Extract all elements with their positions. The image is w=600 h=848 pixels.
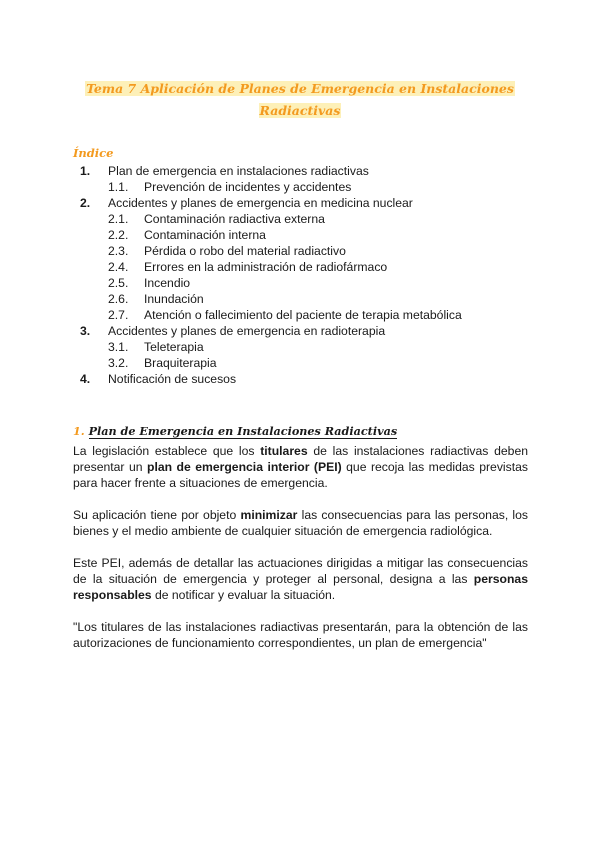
toc-item-number: 2. [80,196,91,210]
toc-item-number: 1.1. [108,180,129,194]
toc-item-number: 2.2. [108,228,129,242]
section-title: Plan de Emergencia en Instalaciones Radiactivas [88,424,398,438]
paragraph-objective [73,507,528,539]
bold-term: plan de emergencia interior (PEI) [147,460,342,474]
toc-item-text: Accidentes y planes de emergencia en medicina nuclear [108,196,413,210]
toc-item-number: 3. [80,324,91,338]
toc-item-text: Pérdida o robo del material radiactivo [144,244,346,258]
paragraph-quote: "Los titulares de las instalaciones radiactivas presentarán, para la obtención de las autorizaciones de funcionamiento correspondientes, un plan de emergencia" [73,620,528,650]
toc-item-number: 3.2. [108,356,129,370]
toc-item-number: 2.3. [108,244,129,258]
document-title [78,78,522,122]
toc-item-text: Braquiterapia [144,356,217,370]
text-run: La legislación establece que los [73,444,261,458]
toc-item-text: Atención o fallecimiento del paciente de terapia metabólica [144,308,462,322]
paragraph-legislation [73,443,528,491]
toc-item-number: 2.5. [108,276,129,290]
toc-item-text: Accidentes y planes de emergencia en radioterapia [108,324,386,338]
text-run: de notificar y evaluar la situación. [151,588,336,602]
toc-item-text: Errores en la administración de radiofármaco [144,260,388,274]
bold-term: personas responsables [73,572,528,602]
toc-item-text: Teleterapia [144,340,204,354]
title-line-2: Radiactivas [259,103,341,118]
section-number: 1. [73,424,85,438]
toc-item-number: 1. [80,164,91,178]
section-heading [73,424,397,438]
paragraph-pei [73,555,528,603]
toc-item-text: Contaminación radiactiva externa [144,212,325,226]
index-heading: Índice [73,146,114,160]
toc-item-number: 4. [80,372,91,386]
toc-item-number: 2.4. [108,260,129,274]
toc-item-text: Plan de emergencia en instalaciones radiactivas [108,164,369,178]
title-line-1: Tema 7 Aplicación de Planes de Emergencia en Instalaciones [86,81,514,96]
bold-term: titulares [260,444,308,458]
text-run: Su aplicación tiene por objeto [73,508,241,522]
toc-item-text: Contaminación interna [144,228,266,242]
text-run: de las instalaciones radiactivas deben presentar un [73,444,529,474]
toc-item-number: 3.1. [108,340,129,354]
toc-item-number: 2.7. [108,308,129,322]
text-run: las consecuencias para las personas, los bienes y el medio ambiente de cualquier situación de emergencia radiológica. [73,508,529,538]
toc-item-text: Prevención de incidentes y accidentes [144,180,352,194]
toc-item-text: Incendio [144,276,191,290]
toc-item-text: Inundación [144,292,204,306]
toc-item-number: 2.6. [108,292,129,306]
text-run: Este PEI, además de detallar las actuaciones dirigidas a mitigar las consecuencias de la situación de emergencia y proteger al personal, designa a las [73,556,528,586]
bold-term: minimizar [240,508,298,522]
toc-item-number: 2.1. [108,212,129,226]
toc-item-text: Notificación de sucesos [108,372,237,386]
text-run: que recoja las medidas previstas para hacer frente a situaciones de emergencia. [73,460,528,490]
